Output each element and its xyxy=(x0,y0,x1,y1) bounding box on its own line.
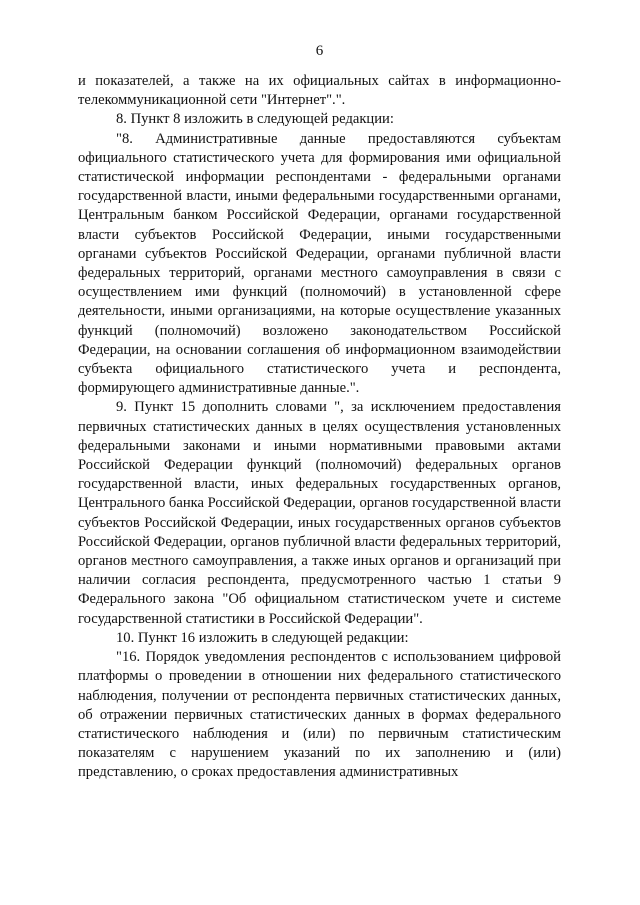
paragraph-item-16-text: "16. Порядок уведомления респондентов с использованием цифровой платформы о проведении в отношении них федерального статистического наблюдения, получении от респондента первичных статистических данных, об отражении первичных статистических данных в формах федерального статистического наблюдения и (или) по первичным статистическим показателям с нарушением указаний по их заполнению и (или) представлению, о сроках предоставления административных xyxy=(78,649,561,781)
document-body xyxy=(78,72,561,783)
paragraph-item-8-heading: 8. Пункт 8 изложить в следующей редакции: xyxy=(116,111,394,128)
paragraph-continuation: и показателей, а также на их официальных сайтах в информационно-телекоммуникационной сети "Интернет".". xyxy=(78,73,561,109)
paragraph-item-8-text: "8. Административные данные предоставляются субъектам официального статистического учета для формирования ими официальной статистической информации респондентами - федеральными органами государственной власти, иными федеральными государственными органами, Центральным банком Российской Федерации, органами государственной власти субъектов Российской Федерации, иными государственными органами субъектов Российской Федерации, органами публичной власти федеральных территорий, органами местного самоуправления в связи с осуществлением ими функций (полномочий) в установленной сфере деятельности, иными организациями, на которые осуществление указанных функций (полномочий) возложено законодательством Российской Федерации, на основании соглашения об информационном взаимодействии субъекта официального статистического учета и респондента, формирующего административные данные.". xyxy=(78,130,561,397)
paragraph-item-10-heading: 10. Пункт 16 изложить в следующей редакции: xyxy=(116,629,409,646)
page-number: 6 xyxy=(315,43,324,59)
paragraph-item-9: 9. Пункт 15 дополнить словами ", за исключением предоставления первичных статистических данных в целях осуществления установленных федеральными законами и иными нормативными правовыми актами Российской Федерации функций (полномочий) федеральных органов государственной власти, иных федеральных государственных органов, Центрального банка Российской Федерации, органов государственной власти субъектов Российской Федерации, иных государственных органов субъектов Российской Федерации, органов публичной власти федеральных территорий, органов местного самоуправления, а также иных органов и организаций при наличии согласия респондента, предусмотренного частью 1 статьи 9 Федерального закона "Об официальном статистическом учете и системе государственной статистики в Российской Федерации". xyxy=(78,399,561,627)
